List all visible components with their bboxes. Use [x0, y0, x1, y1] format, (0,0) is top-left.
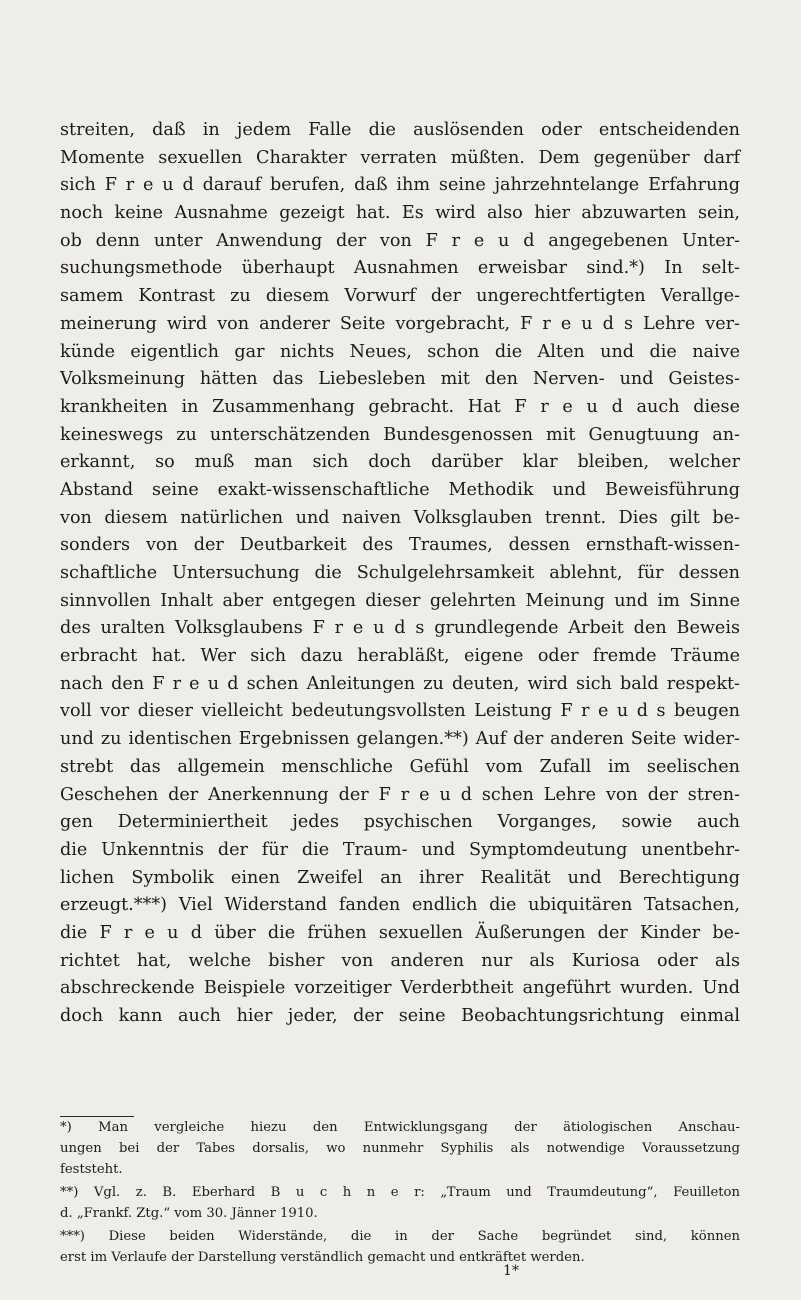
body-line: voll vor dieser vielleicht bedeutungsvollsten Leistung F r e u d s beugen: [60, 701, 740, 722]
body-line: noch keine Ausnahme gezeigt hat. Es wird also hier abzuwarten sein,: [60, 203, 740, 224]
body-text: [60, 117, 740, 1031]
body-line: richtet hat, welche bisher von anderen nur als Kuriosa oder als: [60, 950, 740, 971]
body-line: samem Kontrast zu diesem Vorwurf der ungerechtfertigten Verallge-: [60, 286, 740, 307]
body-line: lichen Symbolik einen Zweifel an ihrer Realität und Berechtigung: [60, 867, 740, 888]
signature-mark: 1*: [503, 1263, 519, 1279]
body-line: des uralten Volksglaubens F r e u d s grundlegende Arbeit den Beweis: [60, 618, 740, 639]
footnotes: [60, 1117, 740, 1268]
body-line: sinnvollen Inhalt aber entgegen dieser gelehrten Meinung und im Sinne: [60, 590, 740, 611]
body-line: die F r e u d über die frühen sexuellen Äußerungen der Kinder be-: [60, 922, 740, 943]
body-line: erkannt, so muß man sich doch darüber klar bleiben, welcher: [60, 452, 740, 473]
body-line: Momente sexuellen Charakter verraten müßten. Dem gegenüber darf: [60, 147, 740, 168]
body-line: erzeugt.***) Viel Widerstand fanden endlich die ubiquitären Tatsachen,: [60, 895, 740, 916]
body-line: die Unkenntnis der für die Traum- und Symptomdeutung unentbehr-: [60, 839, 740, 860]
body-line: strebt das allgemein menschliche Gefühl vom Zufall im seelischen: [60, 756, 740, 777]
body-line: gen Determiniertheit jedes psychischen Vorganges, sowie auch: [60, 812, 740, 833]
footnote-line: erst im Verlaufe der Darstellung verständlich gemacht und entkräftet werden.: [60, 1250, 585, 1265]
footnote-line: d. „Frankf. Ztg.“ vom 30. Jänner 1910.: [60, 1206, 318, 1221]
footnote-line: **) Vgl. z. B. Eberhard B u c h n e r: „Traum und Traumdeutung“, Feuilleton: [60, 1185, 740, 1200]
body-line: und zu identischen Ergebnissen gelangen.**) Auf der anderen Seite wider-: [60, 729, 740, 750]
footnote-line: feststeht.: [60, 1162, 123, 1177]
body-line: meinerung wird von anderer Seite vorgebracht, F r e u d s Lehre ver-: [60, 313, 740, 334]
body-line: keineswegs zu unterschätzenden Bundesgenossen mit Genugtuung an-: [60, 424, 740, 445]
body-line: krankheiten in Zusammenhang gebracht. Hat F r e u d auch diese: [60, 396, 740, 417]
footnote-line: *) Man vergleiche hiezu den Entwicklungsgang der ätiologischen Anschau-: [60, 1120, 740, 1135]
body-line: von diesem natürlichen und naiven Volksglauben trennt. Dies gilt be-: [60, 507, 740, 528]
footnote-line: ***) Diese beiden Widerstände, die in der Sache begründet sind, können: [60, 1229, 740, 1244]
body-line: schaftliche Untersuchung die Schulgelehrsamkeit ablehnt, für dessen: [60, 563, 740, 583]
body-line: Geschehen der Anerkennung der F r e u d schen Lehre von der stren-: [60, 784, 740, 805]
body-line: ob denn unter Anwendung der von F r e u d angegebenen Unter-: [60, 230, 740, 251]
body-line: erbracht hat. Wer sich dazu herabläßt, eigene oder fremde Träume: [60, 646, 740, 667]
body-line: suchungsmethode überhaupt Ausnahmen erweisbar sind.*) In selt-: [60, 258, 740, 279]
body-line: streiten, daß in jedem Falle die auslösenden oder entscheidenden: [60, 120, 740, 140]
body-line: Abstand seine exakt-wissenschaftliche Methodik und Beweisführung: [60, 479, 740, 500]
body-line: sich F r e u d darauf berufen, daß ihm seine jahrzehntelange Erfahrung: [60, 175, 740, 196]
body-line: Volksmeinung hätten das Liebesleben mit den Nerven- und Geistes-: [60, 369, 740, 390]
body-line: abschreckende Beispiele vorzeitiger Verderbtheit angeführt wurden. Und: [60, 978, 740, 999]
body-line: doch kann auch hier jeder, der seine Beobachtungsrichtung einmal: [60, 1006, 740, 1026]
body-line: künde eigentlich gar nichts Neues, schon die Alten und die naive: [60, 341, 740, 362]
body-line: nach den F r e u d schen Anleitungen zu deuten, wird sich bald respekt-: [60, 673, 740, 694]
body-line: sonders von der Deutbarkeit des Traumes, dessen ernsthaft-wissen-: [60, 535, 740, 556]
footnote-line: ungen bei der Tabes dorsalis, wo nunmehr Syphilis als notwendige Voraussetzung: [60, 1141, 740, 1156]
